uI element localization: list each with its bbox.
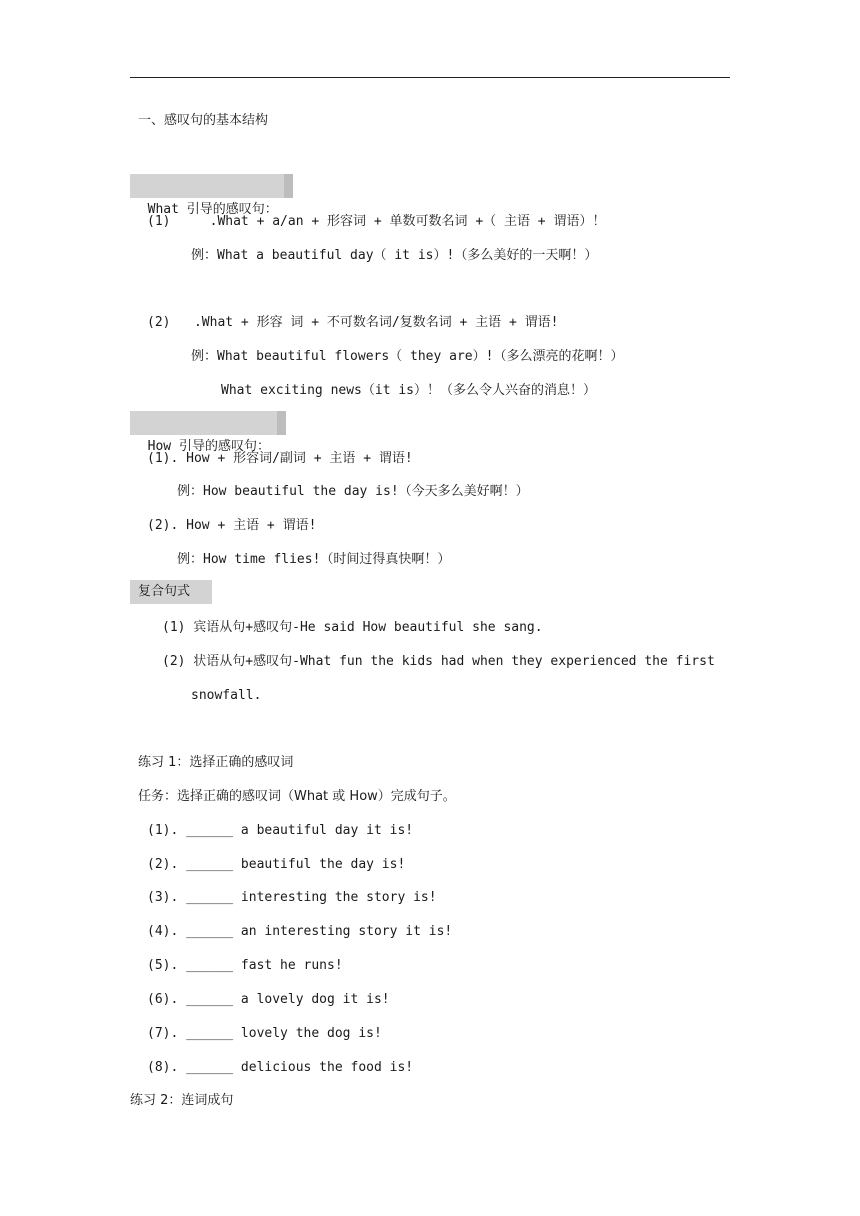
how-rule-2: (2). How + 主语 + 谓语!	[147, 518, 317, 533]
exercise-item: (1). ______ a beautiful day it is!	[147, 823, 414, 838]
what-section-label	[130, 174, 293, 217]
what-rule-2: (2) .What + 形容 词 + 不可数名词/复数名词 + 主语 + 谓语!	[147, 315, 559, 330]
what-rule-1: (1) .What + a/an + 形容词 + 单数可数名词 +（ 主语 + 谓语）！	[147, 214, 606, 229]
what-example-1: 例：What a beautiful day（ it is）!（多么美好的一天啊！）	[191, 248, 598, 263]
complex-section-label: 复合句式	[130, 580, 212, 604]
exercise-2-title: 练习 2：连词成句	[130, 1093, 234, 1108]
label-shade	[277, 411, 286, 435]
what-section-label-text: What 引导的感叹句：	[147, 202, 278, 217]
exercise-item: (2). ______ beautiful the day is!	[147, 857, 406, 872]
complex-item-2-continued: snowfall.	[191, 688, 262, 703]
what-example-2: 例：What beautiful flowers（ they are）!（多么漂亮的花啊！）	[191, 349, 624, 364]
what-example-3: What exciting news（it is）！（多么令人兴奋的消息！）	[221, 383, 597, 398]
how-example-1: 例：How beautiful the day is!（今天多么美好啊！）	[177, 484, 529, 499]
how-example-2: 例：How time flies!（时间过得真快啊！）	[177, 552, 451, 567]
exercise-1-title: 练习 1：选择正确的感叹词	[138, 755, 294, 770]
how-section-label	[130, 411, 286, 454]
section-title: 一、感叹句的基本结构	[138, 113, 269, 128]
exercise-item: (3). ______ interesting the story is!	[147, 890, 437, 905]
complex-item-2: (2) 状语从句+感叹句-What fun the kids had when they experienced the first	[162, 654, 715, 669]
exercise-item: (8). ______ delicious the food is!	[147, 1060, 414, 1075]
exercise-item: (7). ______ lovely the dog is!	[147, 1026, 382, 1041]
header-rule	[130, 77, 730, 78]
complex-item-1: (1) 宾语从句+感叹句-He said How beautiful she sang.	[162, 620, 543, 635]
how-section-label-text: How 引导的感叹句：	[147, 439, 270, 454]
exercise-item: (5). ______ fast he runs!	[147, 958, 343, 973]
exercise-item: (4). ______ an interesting story it is!	[147, 924, 453, 939]
label-shade	[284, 174, 293, 198]
exercise-1-task: 任务：选择正确的感叹词（What 或 How）完成句子。	[138, 789, 456, 804]
exercise-item: (6). ______ a lovely dog it is!	[147, 992, 390, 1007]
how-rule-1: (1). How + 形容词/副词 + 主语 + 谓语!	[147, 451, 413, 466]
